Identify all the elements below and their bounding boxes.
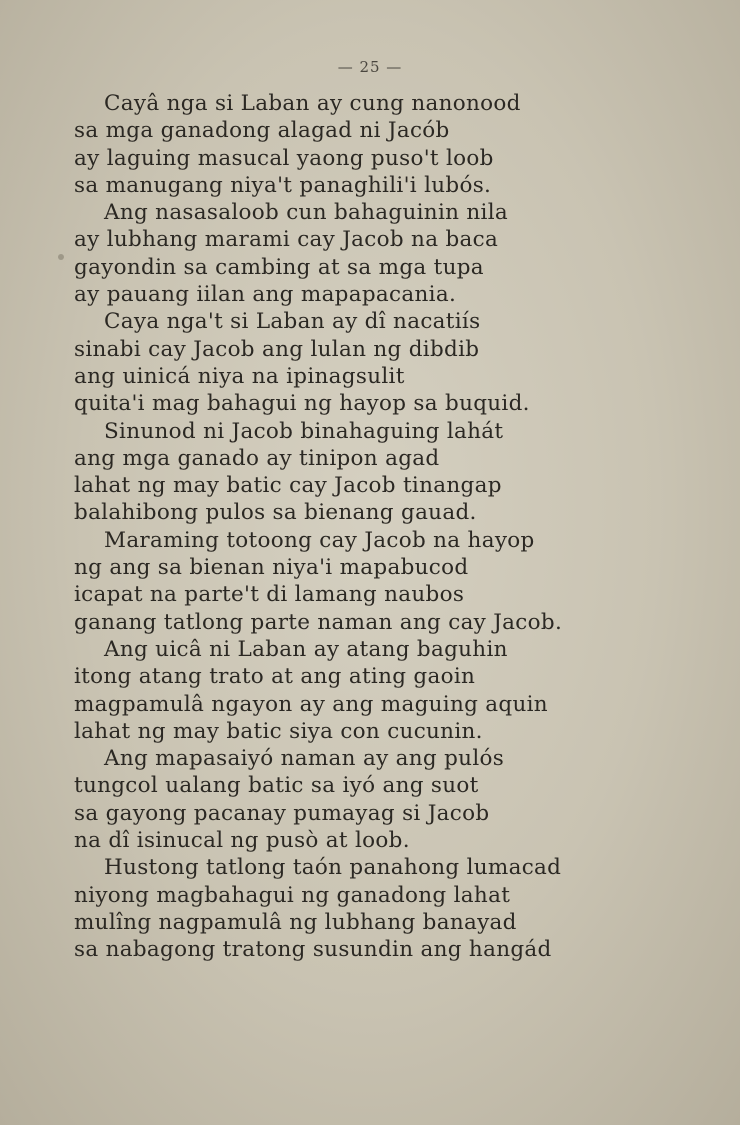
text-line: ng ang sa bienan niya'i mapabucod bbox=[74, 555, 469, 581]
text-line: sa gayong pacanay pumayag si Jacob bbox=[74, 800, 490, 826]
text-line: Maraming totoong cay Jacob na hayop bbox=[104, 527, 535, 553]
text-line: mulîng nagpamulâ ng lubhang banayad bbox=[74, 909, 517, 935]
text-line: Hustong tatlong taón panahong lumacad bbox=[104, 855, 562, 881]
text-line: Ang mapasaiyó naman ay ang pulós bbox=[104, 746, 505, 772]
text-line: niyong magbahagui ng ganadong lahat bbox=[74, 882, 511, 908]
page-number: — 25 — bbox=[337, 58, 403, 76]
text-line: tungcol ualang batic sa iyó ang suot bbox=[74, 773, 479, 799]
text-line: ay lubhang marami cay Jacob na baca bbox=[74, 227, 499, 253]
text-line: na dî isinucal ng pusò at loob. bbox=[74, 828, 410, 854]
text-line: ganang tatlong parte naman ang cay Jacob. bbox=[74, 609, 563, 635]
text-line: sa nabagong tratong susundin ang hangád bbox=[74, 937, 552, 963]
text-line: Cayâ nga si Laban ay cung nanonood bbox=[104, 91, 521, 116]
text-line: ang mga ganado ay tinipon agad bbox=[74, 445, 440, 471]
text-line: sinabi cay Jacob ang lulan ng dibdib bbox=[74, 336, 480, 362]
paper-stain bbox=[58, 254, 64, 260]
text-line: ay laguing masucal yaong puso't loob bbox=[74, 145, 494, 171]
text-line: sa manugang niya't panaghili'i lubós. bbox=[74, 172, 492, 198]
text-line: magpamulâ ngayon ay ang maguing aquin bbox=[74, 691, 548, 717]
text-line: Caya nga't si Laban ay dî nacatiís bbox=[104, 309, 481, 335]
text-line: icapat na parte't di lamang naubos bbox=[74, 582, 465, 608]
text-line: balahibong pulos sa bienang gauad. bbox=[74, 500, 477, 526]
text-line: Sinunod ni Jacob binahaguing lahát bbox=[104, 418, 504, 444]
text-line: gayondin sa cambing at sa mga tupa bbox=[74, 254, 484, 280]
text-line: ay pauang iilan ang mapapacania. bbox=[74, 282, 457, 308]
text-line: ang uinicá niya na ipinagsulit bbox=[74, 363, 405, 389]
text-line: Ang uicâ ni Laban ay atang baguhin bbox=[104, 636, 508, 662]
text-line: lahat ng may batic cay Jacob tinangap bbox=[74, 473, 502, 499]
text-line: quita'i mag bahagui ng hayop sa buquid. bbox=[74, 391, 530, 417]
text-line: lahat ng may batic siya con cucunin. bbox=[74, 718, 483, 744]
text-line: Ang nasasaloob cun bahaguinin nila bbox=[104, 200, 509, 226]
text-line: itong atang trato at ang ating gaoin bbox=[74, 664, 476, 690]
poem-body bbox=[74, 90, 674, 964]
text-line: sa mga ganadong alagad ni Jacób bbox=[74, 118, 450, 144]
